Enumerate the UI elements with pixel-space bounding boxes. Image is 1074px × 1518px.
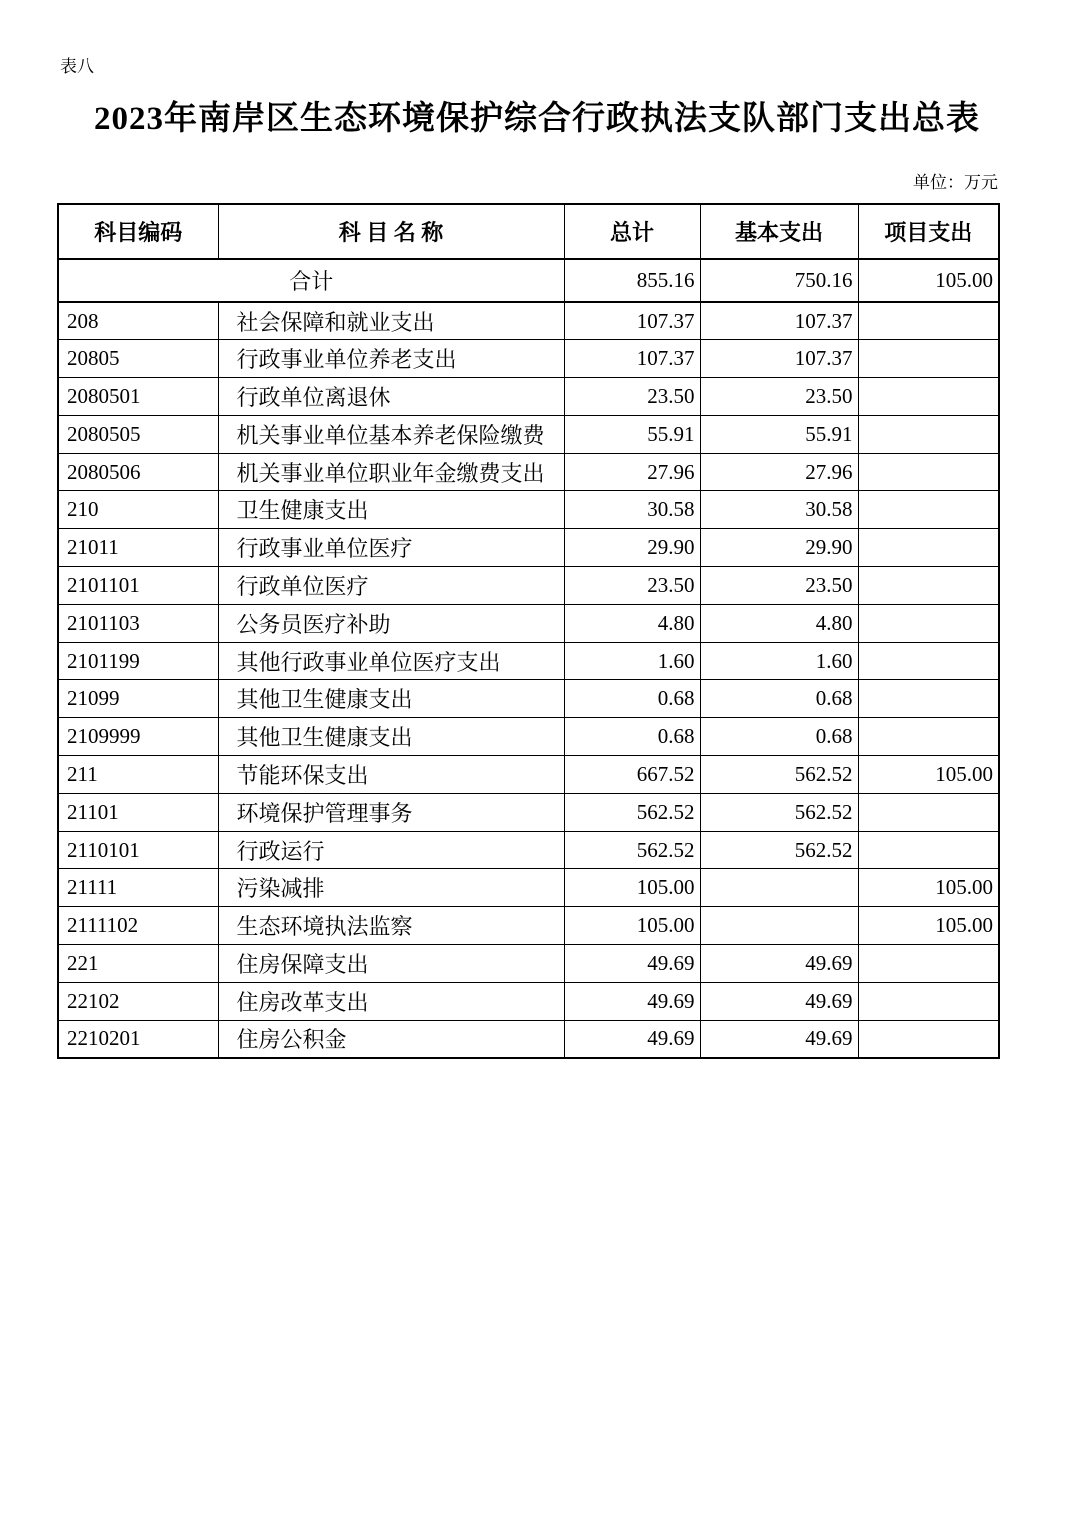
header-project-expenditure: 项目支出: [858, 204, 999, 259]
table-header: [58, 204, 999, 259]
cell-total: 105.00: [564, 907, 700, 945]
cell-subject-code: 208: [58, 302, 218, 340]
cell-subject-name: 住房保障支出: [218, 945, 564, 983]
cell-total: 23.50: [564, 567, 700, 605]
cell-total: 0.68: [564, 718, 700, 756]
cell-total: 0.68: [564, 680, 700, 718]
expenditure-summary-table: [57, 203, 1000, 1059]
header-basic-expenditure: 基本支出: [700, 204, 858, 259]
cell-subject-code: 2210201: [58, 1020, 218, 1058]
cell-subject-name: 住房改革支出: [218, 982, 564, 1020]
cell-basic-expenditure: 0.68: [700, 680, 858, 718]
cell-project-expenditure: [858, 982, 999, 1020]
cell-basic-expenditure: 562.52: [700, 756, 858, 794]
table-row: [58, 642, 999, 680]
cell-subject-code: 2109999: [58, 718, 218, 756]
cell-subject-code: 221: [58, 945, 218, 983]
unit-label: 单位：万元: [913, 173, 998, 192]
cell-subject-code: 210: [58, 491, 218, 529]
cell-basic-expenditure: 107.37: [700, 340, 858, 378]
table-row: [58, 529, 999, 567]
table-row: [58, 718, 999, 756]
grand-total-project: 105.00: [858, 259, 999, 302]
cell-basic-expenditure: 49.69: [700, 1020, 858, 1058]
cell-total: 1.60: [564, 642, 700, 680]
cell-subject-code: 2101101: [58, 567, 218, 605]
cell-project-expenditure: [858, 1020, 999, 1058]
cell-total: 49.69: [564, 945, 700, 983]
cell-subject-name: 行政运行: [218, 831, 564, 869]
table-row: [58, 680, 999, 718]
cell-total: 562.52: [564, 831, 700, 869]
cell-project-expenditure: [858, 642, 999, 680]
cell-basic-expenditure: [700, 907, 858, 945]
table-row: [58, 378, 999, 416]
grand-total-total: 855.16: [564, 259, 700, 302]
table-row: [58, 756, 999, 794]
cell-subject-code: 2080506: [58, 453, 218, 491]
cell-subject-code: 21099: [58, 680, 218, 718]
table-row: [58, 415, 999, 453]
table-row: [58, 567, 999, 605]
cell-total: 562.52: [564, 793, 700, 831]
cell-subject-name: 卫生健康支出: [218, 491, 564, 529]
cell-basic-expenditure: 562.52: [700, 793, 858, 831]
cell-subject-name: 行政单位医疗: [218, 567, 564, 605]
page-title: 2023年南岸区生态环境保护综合行政执法支队部门支出总表: [94, 101, 980, 137]
table-row: [58, 831, 999, 869]
cell-basic-expenditure: 107.37: [700, 302, 858, 340]
cell-total: 49.69: [564, 982, 700, 1020]
table-row: [58, 982, 999, 1020]
cell-subject-name: 环境保护管理事务: [218, 793, 564, 831]
cell-basic-expenditure: 23.50: [700, 567, 858, 605]
cell-subject-name: 公务员医疗补助: [218, 604, 564, 642]
cell-project-expenditure: [858, 793, 999, 831]
cell-project-expenditure: 105.00: [858, 907, 999, 945]
cell-subject-name: 节能环保支出: [218, 756, 564, 794]
cell-basic-expenditure: 4.80: [700, 604, 858, 642]
cell-subject-name: 污染减排: [218, 869, 564, 907]
cell-subject-code: 21101: [58, 793, 218, 831]
cell-basic-expenditure: 562.52: [700, 831, 858, 869]
table-row: [58, 907, 999, 945]
cell-basic-expenditure: 30.58: [700, 491, 858, 529]
header-row: [58, 204, 999, 259]
cell-subject-code: 22102: [58, 982, 218, 1020]
cell-basic-expenditure: [700, 869, 858, 907]
cell-subject-code: 2110101: [58, 831, 218, 869]
table-number-tag: 表八: [60, 57, 94, 76]
table-row: [58, 1020, 999, 1058]
cell-basic-expenditure: 23.50: [700, 378, 858, 416]
table-row: [58, 302, 999, 340]
cell-subject-name: 行政事业单位医疗: [218, 529, 564, 567]
cell-subject-name: 住房公积金: [218, 1020, 564, 1058]
cell-total: 27.96: [564, 453, 700, 491]
table-row: [58, 340, 999, 378]
cell-subject-code: 2101103: [58, 604, 218, 642]
grand-total-row: [58, 259, 999, 302]
cell-total: 107.37: [564, 302, 700, 340]
cell-total: 55.91: [564, 415, 700, 453]
cell-subject-name: 其他卫生健康支出: [218, 680, 564, 718]
cell-basic-expenditure: 29.90: [700, 529, 858, 567]
cell-total: 29.90: [564, 529, 700, 567]
cell-project-expenditure: [858, 453, 999, 491]
cell-project-expenditure: [858, 415, 999, 453]
cell-basic-expenditure: 1.60: [700, 642, 858, 680]
cell-subject-code: 21111: [58, 869, 218, 907]
cell-subject-name: 机关事业单位职业年金缴费支出: [218, 453, 564, 491]
header-total: 总计: [564, 204, 700, 259]
cell-subject-name: 行政事业单位养老支出: [218, 340, 564, 378]
cell-subject-code: 2080501: [58, 378, 218, 416]
cell-subject-code: 211: [58, 756, 218, 794]
cell-project-expenditure: [858, 945, 999, 983]
cell-project-expenditure: [858, 604, 999, 642]
cell-subject-name: 机关事业单位基本养老保险缴费: [218, 415, 564, 453]
cell-project-expenditure: [858, 491, 999, 529]
cell-project-expenditure: [858, 718, 999, 756]
cell-subject-code: 20805: [58, 340, 218, 378]
cell-project-expenditure: 105.00: [858, 756, 999, 794]
cell-subject-name: 生态环境执法监察: [218, 907, 564, 945]
cell-project-expenditure: [858, 378, 999, 416]
cell-project-expenditure: 105.00: [858, 869, 999, 907]
cell-total: 105.00: [564, 869, 700, 907]
cell-subject-code: 21011: [58, 529, 218, 567]
cell-total: 23.50: [564, 378, 700, 416]
table-row: [58, 869, 999, 907]
cell-subject-code: 2111102: [58, 907, 218, 945]
cell-basic-expenditure: 0.68: [700, 718, 858, 756]
cell-basic-expenditure: 49.69: [700, 945, 858, 983]
cell-total: 30.58: [564, 491, 700, 529]
cell-total: 49.69: [564, 1020, 700, 1058]
table-row: [58, 491, 999, 529]
table-row: [58, 793, 999, 831]
cell-project-expenditure: [858, 340, 999, 378]
cell-basic-expenditure: 27.96: [700, 453, 858, 491]
table-row: [58, 945, 999, 983]
cell-project-expenditure: [858, 567, 999, 605]
cell-project-expenditure: [858, 831, 999, 869]
cell-subject-name: 其他卫生健康支出: [218, 718, 564, 756]
cell-subject-code: 2101199: [58, 642, 218, 680]
cell-total: 667.52: [564, 756, 700, 794]
cell-basic-expenditure: 49.69: [700, 982, 858, 1020]
cell-subject-name: 社会保障和就业支出: [218, 302, 564, 340]
cell-project-expenditure: [858, 302, 999, 340]
table-row: [58, 453, 999, 491]
grand-total-basic: 750.16: [700, 259, 858, 302]
cell-subject-name: 行政单位离退休: [218, 378, 564, 416]
cell-project-expenditure: [858, 680, 999, 718]
header-subject-name: 科 目 名 称: [218, 204, 564, 259]
cell-subject-name: 其他行政事业单位医疗支出: [218, 642, 564, 680]
cell-project-expenditure: [858, 529, 999, 567]
cell-subject-code: 2080505: [58, 415, 218, 453]
cell-total: 107.37: [564, 340, 700, 378]
table-row: [58, 604, 999, 642]
header-subject-code: 科目编码: [58, 204, 218, 259]
grand-total-label: 合计: [58, 259, 564, 302]
cell-total: 4.80: [564, 604, 700, 642]
table-body: [58, 259, 999, 1058]
cell-basic-expenditure: 55.91: [700, 415, 858, 453]
